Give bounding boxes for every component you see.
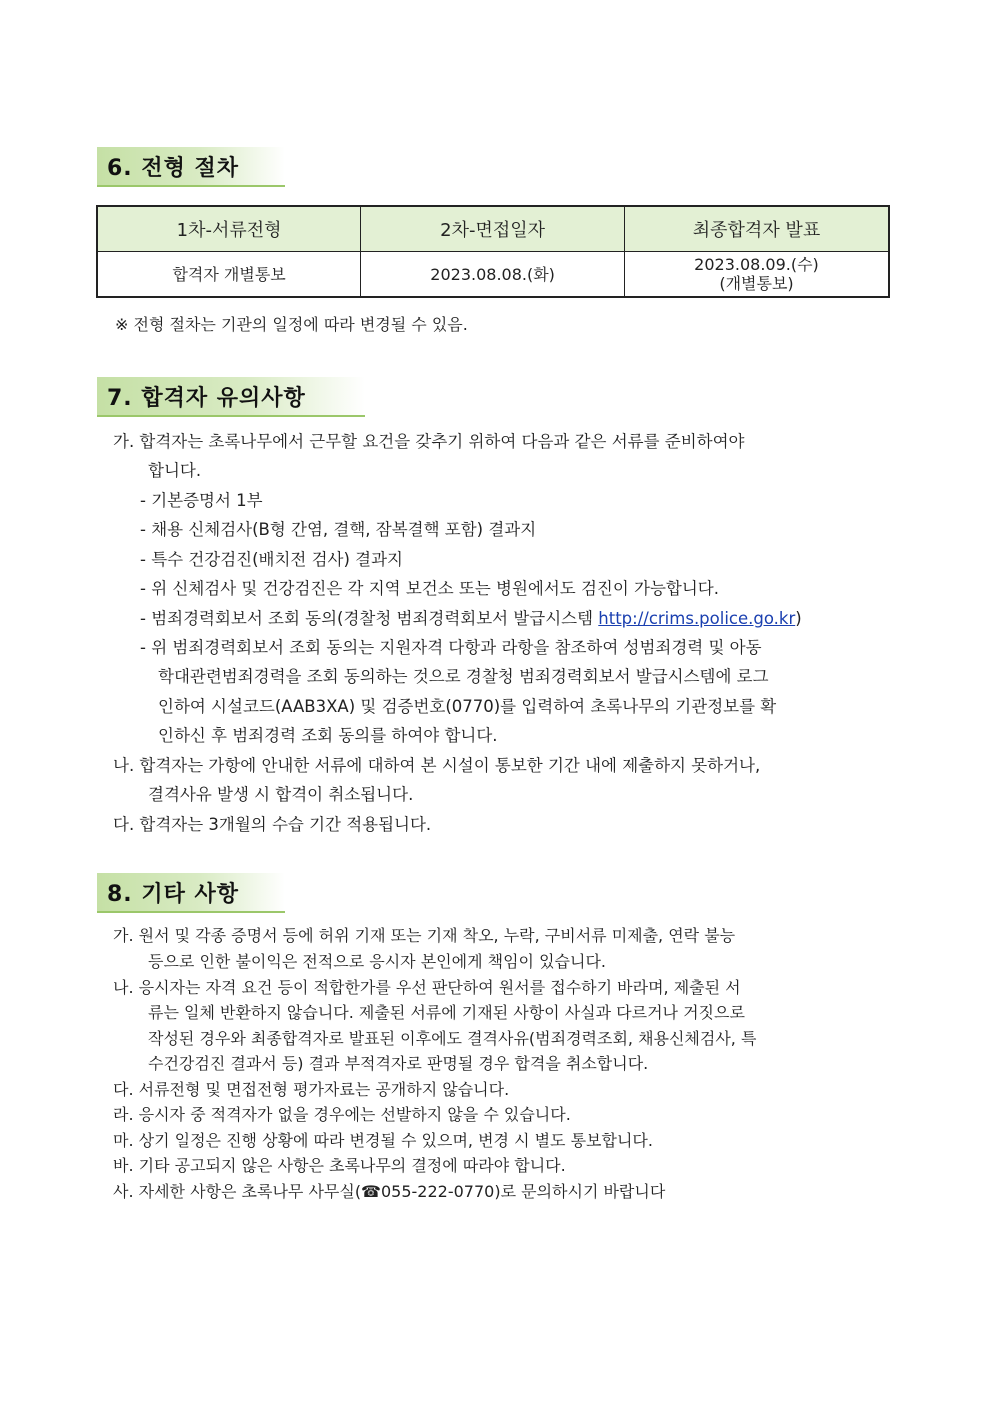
- procedure-table-header: [97, 206, 889, 252]
- s7-item-na-cont: 결격사유 발생 시 합격이 취소됩니다.: [148, 785, 414, 804]
- s7-crim-detail: - 위 범죄경력회보서 조회 동의는 지원자격 다항과 라항을 참조하여 성범죄경력 및 아동: [140, 638, 762, 657]
- procedure-table: [96, 205, 890, 298]
- section-8-title: 8. 기타 사항: [107, 881, 239, 907]
- s7-item-da: 다. 합격자는 3개월의 수습 기간 적용됩니다.: [113, 815, 432, 834]
- s7-crim-detail: 인하신 후 범죄경력 조회 동의를 하여야 합니다.: [158, 726, 498, 745]
- s7-doc-item: - 위 신체검사 및 건강검진은 각 지역 보건소 또는 병원에서도 검진이 가능합니다.: [140, 579, 719, 598]
- s7-doc-item: - 기본증명서 1부: [140, 491, 263, 510]
- s8-item-na-cont: 류는 일체 반환하지 않습니다. 제출된 서류에 기재된 사항이 사실과 다르거나 거짓으로: [148, 1003, 745, 1022]
- procedure-note-text: ※ 전형 절차는 기관의 일정에 따라 변경될 수 있음.: [115, 315, 468, 334]
- s8-item-ma: 마. 상기 일정은 진행 상황에 따라 변경될 수 있으며, 변경 시 별도 통보합니다.: [113, 1131, 653, 1150]
- s8-item-ga-cont: 등으로 인한 불이익은 전적으로 응시자 본인에게 책임이 있습니다.: [148, 952, 607, 971]
- s7-item-na: 나. 합격자는 가항에 안내한 서류에 대하여 본 시설이 통보한 기간 내에 제출하지 못하거나,: [113, 756, 761, 775]
- procedure-header-cell: 1차-서류전형: [97, 206, 361, 252]
- procedure-header-cell: 최종합격자 발표: [624, 206, 889, 252]
- procedure-note: (개별통보): [719, 274, 794, 293]
- s7-crim-detail: 학대관련범죄경력을 조회 동의하는 것으로 경찰청 범죄경력회보서 발급시스템에 로그: [158, 667, 769, 686]
- s8-item-na-cont: 작성된 경우와 최종합격자로 발표된 이후에도 결격사유(범죄경력조회, 채용신체검사, 특: [148, 1029, 757, 1048]
- crims-link[interactable]: http://crims.police.go.kr: [598, 609, 796, 628]
- s7-crim-item: [140, 604, 802, 633]
- procedure-cell: 합격자 개별통보: [97, 252, 361, 298]
- s7-item-ga-cont: 합니다.: [148, 461, 202, 480]
- procedure-header-cell: 2차-면접일자: [361, 206, 625, 252]
- s7-doc-item: - 특수 건강검진(배치전 검사) 결과지: [140, 550, 403, 569]
- section-7-title: 7. 합격자 유의사항: [107, 385, 306, 411]
- section-6-heading: [97, 147, 285, 187]
- procedure-cell: 2023.08.08.(화): [361, 252, 625, 298]
- section-8-heading: [97, 873, 285, 913]
- s7-crim-prefix: - 범죄경력회보서 조회 동의(경찰청 범죄경력회보서 발급시스템: [140, 609, 599, 628]
- procedure-cell: [624, 252, 889, 298]
- s7-crim-detail: 인하여 시설코드(AAB3XA) 및 검증번호(0770)를 입력하여 초록나무의 기관정보를 확: [158, 697, 777, 716]
- s8-item-sa: 사. 자세한 사항은 초록나무 사무실(☎055-222-0770)로 문의하시기 바랍니다: [113, 1182, 666, 1201]
- s7-item-ga: 가. 합격자는 초록나무에서 근무할 요건을 갖추기 위하여 다음과 같은 서류를 준비하여야: [113, 432, 745, 451]
- s7-crim-suffix: ): [795, 609, 802, 628]
- s8-item-da: 다. 서류전형 및 면접전형 평가자료는 공개하지 않습니다.: [113, 1080, 510, 1099]
- section-7-heading: [97, 377, 365, 417]
- s8-item-ga: 가. 원서 및 각종 증명서 등에 허위 기재 또는 기재 착오, 누락, 구비서류 미제출, 연락 불능: [113, 926, 736, 945]
- s7-doc-item: - 채용 신체검사(B형 간염, 결핵, 잠복결핵 포함) 결과지: [140, 520, 537, 539]
- s8-item-na: 나. 응시자는 자격 요건 등이 적합한가를 우선 판단하여 원서를 접수하기 바라며, 제출된 서: [113, 978, 741, 997]
- s8-item-na-cont: 수건강검진 결과서 등) 결과 부적격자로 판명될 경우 합격을 취소합니다.: [148, 1054, 649, 1073]
- procedure-date: 2023.08.09.(수): [694, 255, 819, 274]
- procedure-table-row: [97, 252, 889, 298]
- s8-item-ra: 라. 응시자 중 적격자가 없을 경우에는 선발하지 않을 수 있습니다.: [113, 1105, 571, 1124]
- s8-item-ba: 바. 기타 공고되지 않은 사항은 초록나무의 결정에 따라야 합니다.: [113, 1156, 566, 1175]
- section-6-title: 6. 전형 절차: [107, 155, 239, 181]
